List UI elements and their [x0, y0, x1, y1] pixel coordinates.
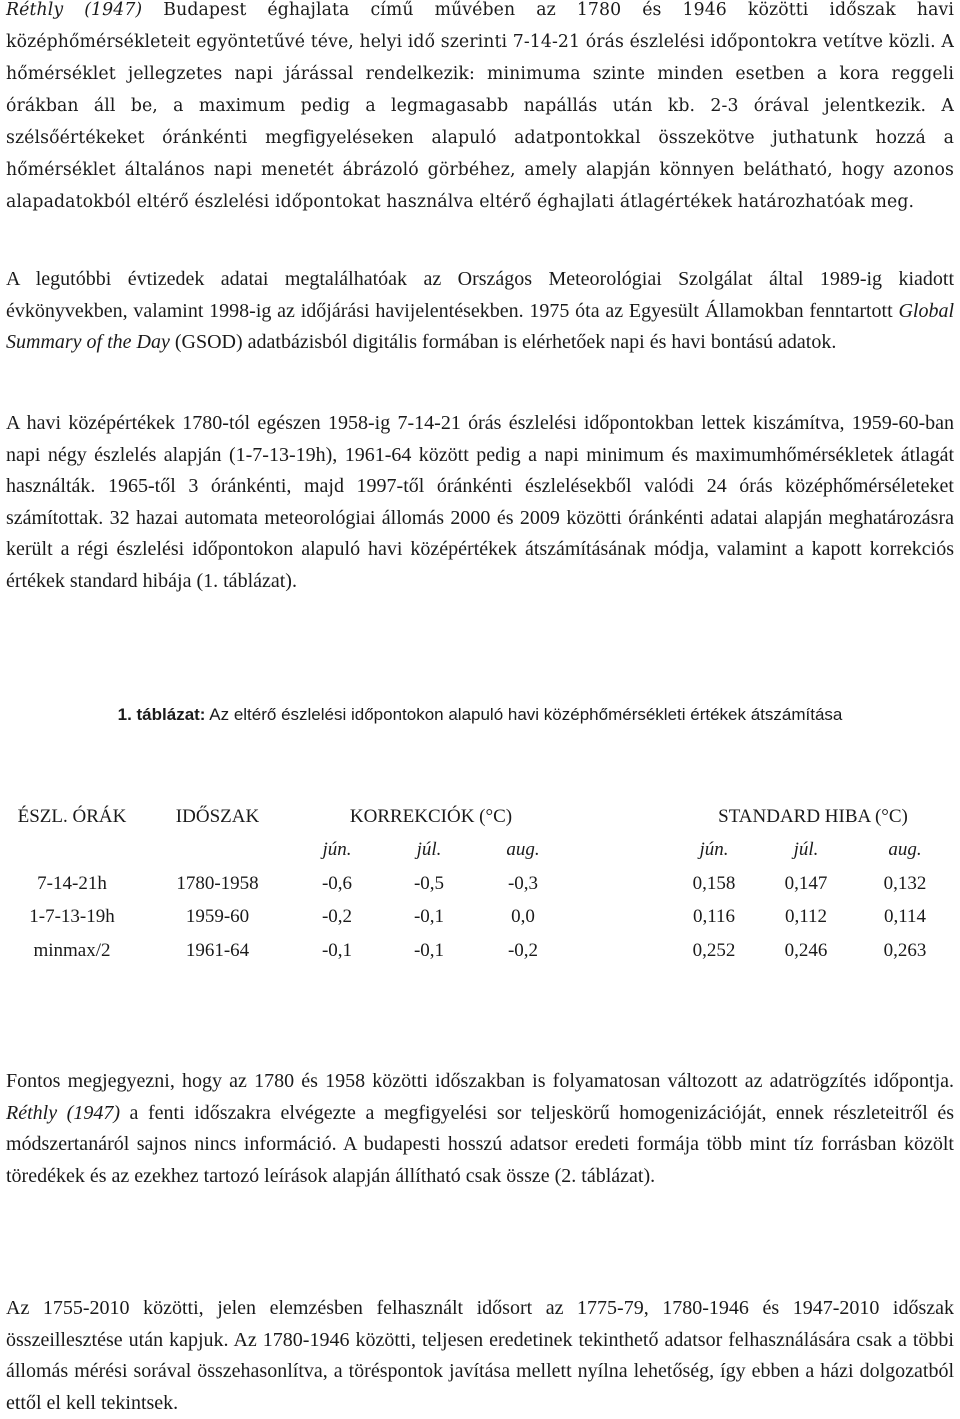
- cell-period: 1780-1958: [176, 872, 259, 894]
- cell-correction: -0,5: [413, 872, 445, 894]
- header-observation-hours: ÉSZL. ÓRÁK: [17, 805, 127, 827]
- cell-std-error: 0,112: [784, 906, 828, 928]
- table-month-row: [0, 834, 960, 868]
- table-caption-text: Az eltérő észlelési időpontokon alapuló havi középhőmérsékleti értékek átszámítása: [205, 705, 843, 724]
- cell-std-error: 0,246: [784, 939, 828, 961]
- cell-std-error: 0,252: [692, 939, 736, 961]
- paragraph-text: A havi középértékek 1780-tól egészen 1958-ig 7-14-21 órás észlelési időpontokban lettek kiszámítva, 1959-60-ban napi négy észlelés alapján (1-7-13-19h), 1961-64 között pedig a napi minimum és maximumhőmérsékletek átlagát használták. 1965-től 3 óránkénti, majd 1997-től óránkénti észlelésekből valódi 24 órás középhőmérséleteket számítottak. 32 hazai automata meteorológiai állomás 2000 és 2009 közötti óránkénti adatai alapján meghatározásra került a régi észlelési időpontokon alapuló havi középértékek átszámításának módja, valamint a kapott korrekciós értékek standard hibája (1. táblázat).: [6, 412, 954, 592]
- cell-period: 1961-64: [185, 939, 250, 961]
- correction-table: [0, 800, 960, 968]
- table-caption-label: 1. táblázat:: [117, 705, 206, 724]
- month-header: aug.: [506, 839, 540, 861]
- paragraph-monthly-means: [6, 408, 954, 597]
- table-row: [0, 934, 960, 968]
- cell-hours: minmax/2: [33, 939, 111, 961]
- cell-std-error: 0,263: [883, 939, 927, 961]
- table-row: [0, 901, 960, 935]
- table-row: [0, 867, 960, 901]
- cell-correction: -0,1: [413, 906, 445, 928]
- cell-correction: -0,3: [507, 872, 539, 894]
- paragraph-recent-data: [6, 264, 954, 359]
- cell-correction: -0,2: [507, 939, 539, 961]
- header-period: IDŐSZAK: [175, 805, 260, 827]
- cell-std-error: 0,114: [883, 906, 927, 928]
- paragraph-text: (GSOD) adatbázisból digitális formában is elérhetőek napi és havi bontású adatok.: [169, 331, 837, 353]
- cell-correction: -0,1: [413, 939, 445, 961]
- paragraph-text: Az 1755-2010 közötti, jelen elemzésben felhasznált idősort az 1775-79, 1780-1946 és 1947-2010 időszak összeillesztése után kapjuk. Az 1780-1946 közötti, teljesen eredetinek tekinthető adatsor felhasználására csak a többi állomás mérési sorával összehasonlítva, a töréspontok javítása mellett nyílna lehetőség, így ebben a házi dolgozatból ettől el kell tekintsek.: [6, 1297, 954, 1414]
- cell-correction: -0,1: [321, 939, 353, 961]
- cell-std-error: 0,116: [692, 906, 736, 928]
- paragraph-rethly-intro: [6, 0, 954, 218]
- cell-std-error: 0,132: [883, 872, 927, 894]
- cell-correction: -0,6: [321, 872, 353, 894]
- table-header-row: [0, 800, 960, 834]
- citation-rethly: Réthly (1947): [6, 1101, 120, 1124]
- gsod-name: Global Summary of the Day: [6, 299, 954, 353]
- paragraph-text: Fontos megjegyezni, hogy az 1780 és 1958 közötti időszakban is folyamatosan változott az adatrögzítés időpontja.: [6, 1070, 954, 1092]
- paragraph-time-series: [6, 1293, 954, 1419]
- header-corrections: KORREKCIÓK (°C): [349, 805, 513, 827]
- month-header: jún.: [699, 839, 729, 861]
- cell-hours: 7-14-21h: [37, 872, 107, 894]
- cell-period: 1959-60: [185, 906, 250, 928]
- cell-correction: -0,2: [321, 906, 353, 928]
- cell-std-error: 0,147: [784, 872, 828, 894]
- paragraph-text: a fenti időszakra elvégezte a megfigyelési sor teljeskörű homogenizációját, ennek részleteitről és módszertanáról sajnos nincs információ. A budapesti hosszú adatsor eredeti formája több mint tíz forrásban közölt töredékek és az ezekhez tartozó leírások alapján állítható csak össze (2. táblázat).: [6, 1101, 954, 1187]
- paragraph-text: Budapest éghajlata című művében az 1780 és 1946 közötti időszak havi középhőmérsékleteit egyöntetűvé téve, helyi idő szerinti 7-14-21 órás észlelési időpontokra vetítve közli. A hőmérséklet jellegzetes napi járással rendelkezik: minimuma szinte minden esetben a kora reggeli órákban áll be, a maximum pedig a legmagasabb napállás után kb. 2-3 órával jelentkezik. A szélsőértékeket óránkénti megfigyeléseken alapuló adatpontokkal összekötve juthatunk hozzá a hőmérséklet általános napi menetét ábrázoló görbéhez, amely alapján könnyen belátható, hogy azonos alapadatokból eltérő észlelési időpontokat használva eltérő éghajlati átlagértékek határozhatóak meg.: [6, 0, 954, 212]
- citation-rethly: Réthly (1947): [6, 0, 143, 20]
- month-header: júl.: [793, 839, 819, 861]
- cell-std-error: 0,158: [692, 872, 736, 894]
- paragraph-recording-times: [6, 1066, 954, 1192]
- paragraph-text: A legutóbbi évtizedek adatai megtalálhatóak az Országos Meteorológiai Szolgálat által 1989-ig kiadott évkönyvekben, valamint 1998-ig az időjárási havijelentésekben. 1975 óta az Egyesült Államokban fenntartott: [6, 268, 954, 322]
- month-header: jún.: [322, 839, 352, 861]
- table-caption: [0, 700, 960, 730]
- month-header: aug.: [888, 839, 922, 861]
- month-header: júl.: [416, 839, 442, 861]
- header-standard-error: STANDARD HIBA (°C): [718, 805, 908, 827]
- cell-correction: 0,0: [511, 906, 535, 928]
- cell-hours: 1-7-13-19h: [29, 906, 115, 928]
